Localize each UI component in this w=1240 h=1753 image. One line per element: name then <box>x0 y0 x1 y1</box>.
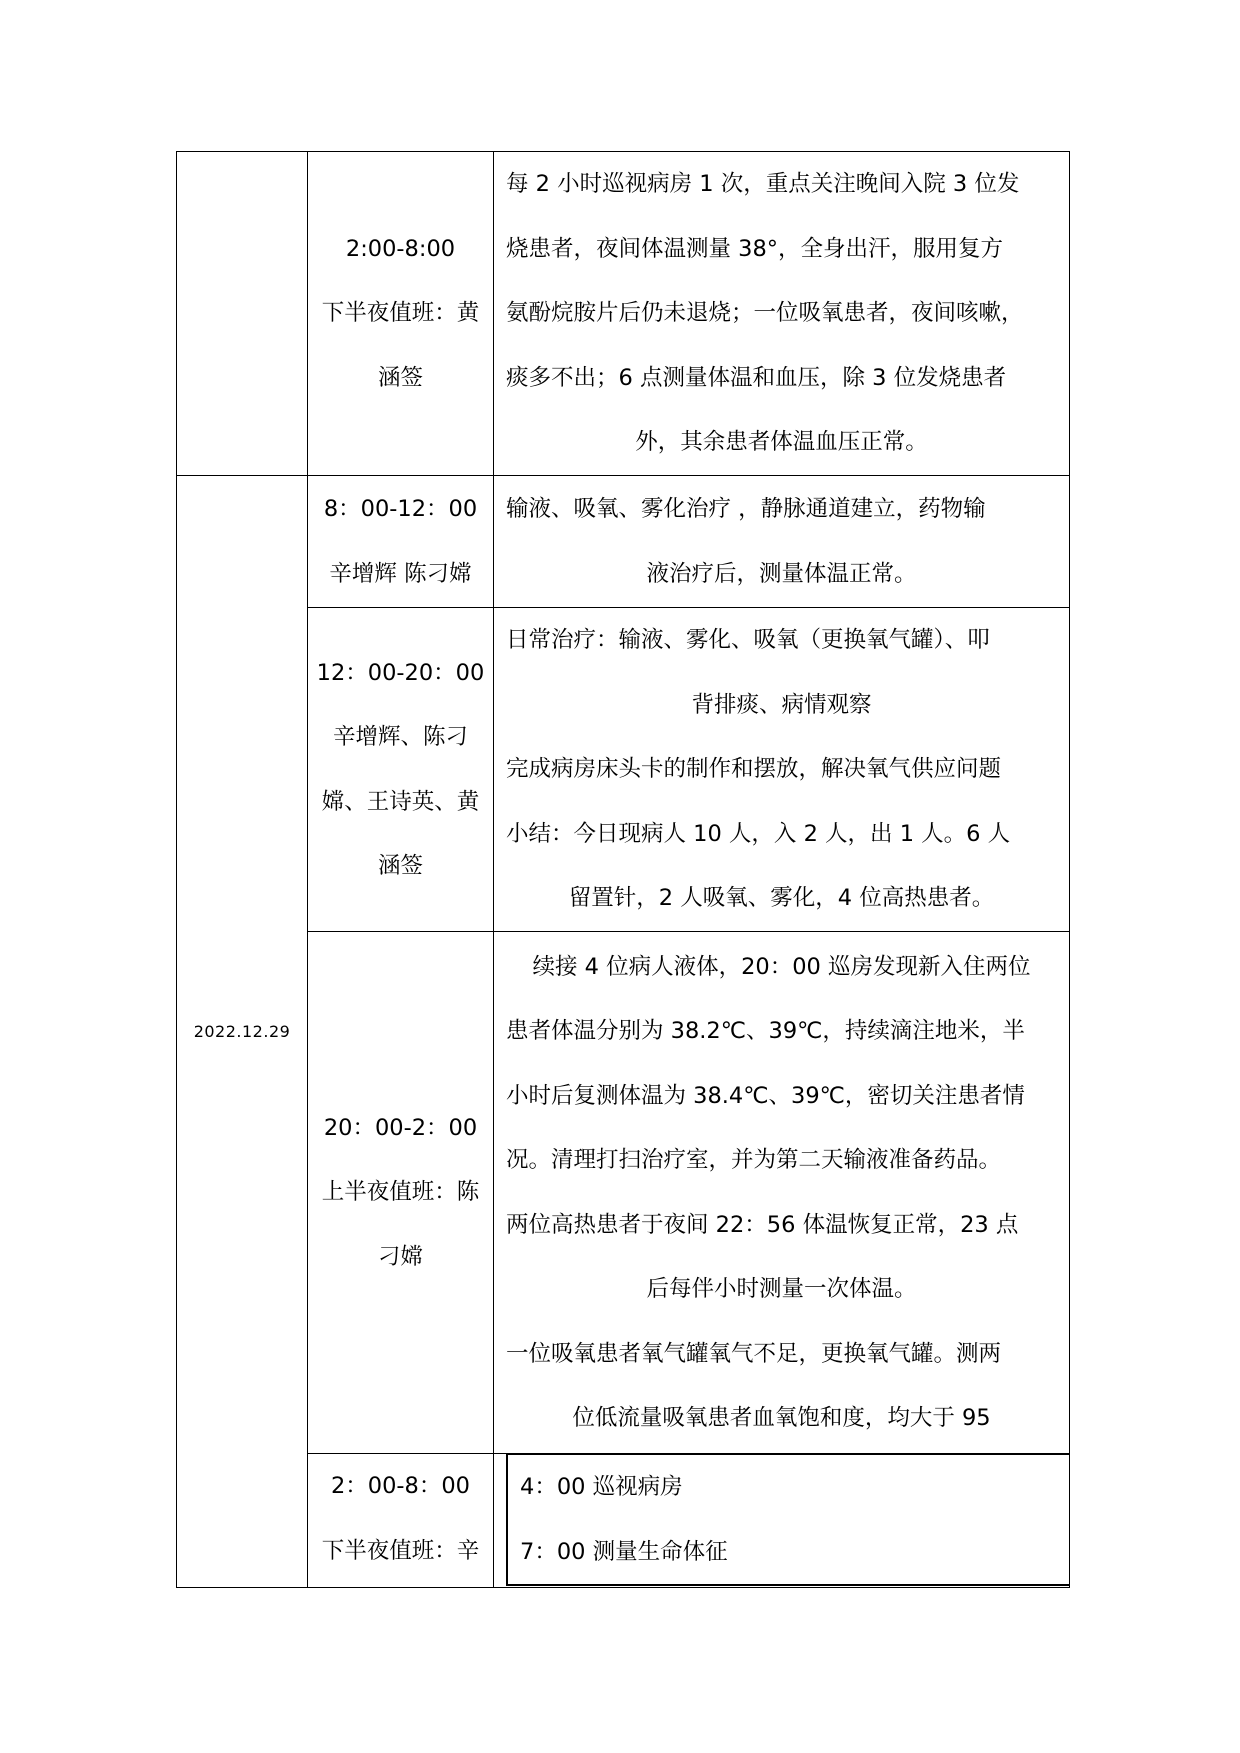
work-text: 外，其余患者体温血压正常。 <box>635 429 928 456</box>
table-row <box>177 1454 1070 1588</box>
shift-cell <box>308 152 494 476</box>
work-text: 痰多不出；6 点测量体温和血压，除 3 位发烧患者 <box>506 364 1007 391</box>
shift-staff: 下半夜值班：辛 <box>321 1537 480 1564</box>
shift-cell <box>308 476 494 608</box>
work-text: 况。清理打扫治疗室，并为第二天输液准备药品。 <box>506 1147 1002 1173</box>
shift-staff: 上半夜值班：陈 <box>321 1179 480 1206</box>
work-text: 氨酚烷胺片后仍未退烧；一位吸氧患者，夜间咳嗽， <box>506 300 1024 327</box>
shift-time: 2：00-8：00 <box>330 1473 470 1499</box>
work-text: 一位吸氧患者氧气罐氧气不足，更换氧气罐。测两 <box>506 1340 1002 1367</box>
work-cell <box>494 476 1070 608</box>
shift-staff: 辛增辉、陈刁 <box>332 724 468 750</box>
work-text: 患者体温分别为 38.2℃、39℃，持续滴注地米，半 <box>506 1018 1025 1044</box>
work-cell <box>494 1454 1070 1588</box>
work-text: 背排痰、病情观察 <box>691 691 872 718</box>
work-text: 7：00 测量生命体征 <box>520 1538 728 1565</box>
shift-cell <box>308 608 494 932</box>
work-text: 小时后复测体温为 38.4℃、39℃，密切关注患者情 <box>506 1082 1025 1109</box>
shift-staff: 辛增辉 陈刁嫦 <box>329 560 472 587</box>
work-cell <box>494 932 1070 1454</box>
work-cell <box>494 608 1070 932</box>
work-text: 小结：今日现病人 10 人，入 2 人，出 1 人。6 人 <box>506 820 1011 847</box>
table-row <box>177 476 1070 608</box>
shift-time: 20：00-2：00 <box>323 1114 478 1141</box>
work-text: 液治疗后，测量体温正常。 <box>646 560 917 587</box>
date-cell: 2022.12.29 <box>177 476 308 1588</box>
work-text: 位低流量吸氧患者血氧饱和度，均大于 95 <box>572 1405 991 1431</box>
work-text: 后每伴小时测量一次体温。 <box>646 1276 917 1302</box>
nursing-log-table <box>176 151 1070 1588</box>
table-row <box>177 152 1070 476</box>
shift-staff: 嫦、王诗英、黄 <box>321 788 480 815</box>
shift-time: 2:00-8:00 <box>345 235 456 262</box>
shift-time: 12：00-20：00 <box>316 659 485 686</box>
shift-time: 8：00-12：00 <box>323 496 478 522</box>
table-row <box>177 608 1070 932</box>
work-text: 留置针，2 人吸氧、雾化，4 位高热患者。 <box>568 885 995 912</box>
work-text: 输液、吸氧、雾化治疗 ，静脉通道建立，药物输 <box>506 496 986 522</box>
work-text: 4：00 巡视病房 <box>520 1474 683 1500</box>
nested-work-box <box>506 1454 1069 1586</box>
table-row <box>177 932 1070 1454</box>
shift-staff: 下半夜值班：黄 <box>321 300 480 327</box>
work-cell <box>494 152 1070 476</box>
shift-cell <box>308 1454 494 1588</box>
work-text: 两位高热患者于夜间 22：56 体温恢复正常，23 点 <box>506 1211 1019 1238</box>
shift-cell <box>308 932 494 1454</box>
date-cell <box>177 152 308 476</box>
work-text: 每 2 小时巡视病房 1 次，重点关注晚间入院 3 位发 <box>506 171 1020 198</box>
work-text: 完成病房床头卡的制作和摆放，解决氧气供应问题 <box>506 756 1002 783</box>
shift-staff: 刁嫦 <box>377 1243 423 1270</box>
work-text: 烧患者，夜间体温测量 38°，全身出汗，服用复方 <box>506 235 1004 262</box>
work-text: 日常治疗：输液、雾化、吸氧（更换氧气罐）、叩 <box>506 627 990 654</box>
shift-staff: 涵签 <box>377 364 423 391</box>
work-text: 续接 4 位病人液体，20：00 巡房发现新入住两位 <box>532 953 1031 980</box>
shift-staff: 涵签 <box>377 853 423 879</box>
